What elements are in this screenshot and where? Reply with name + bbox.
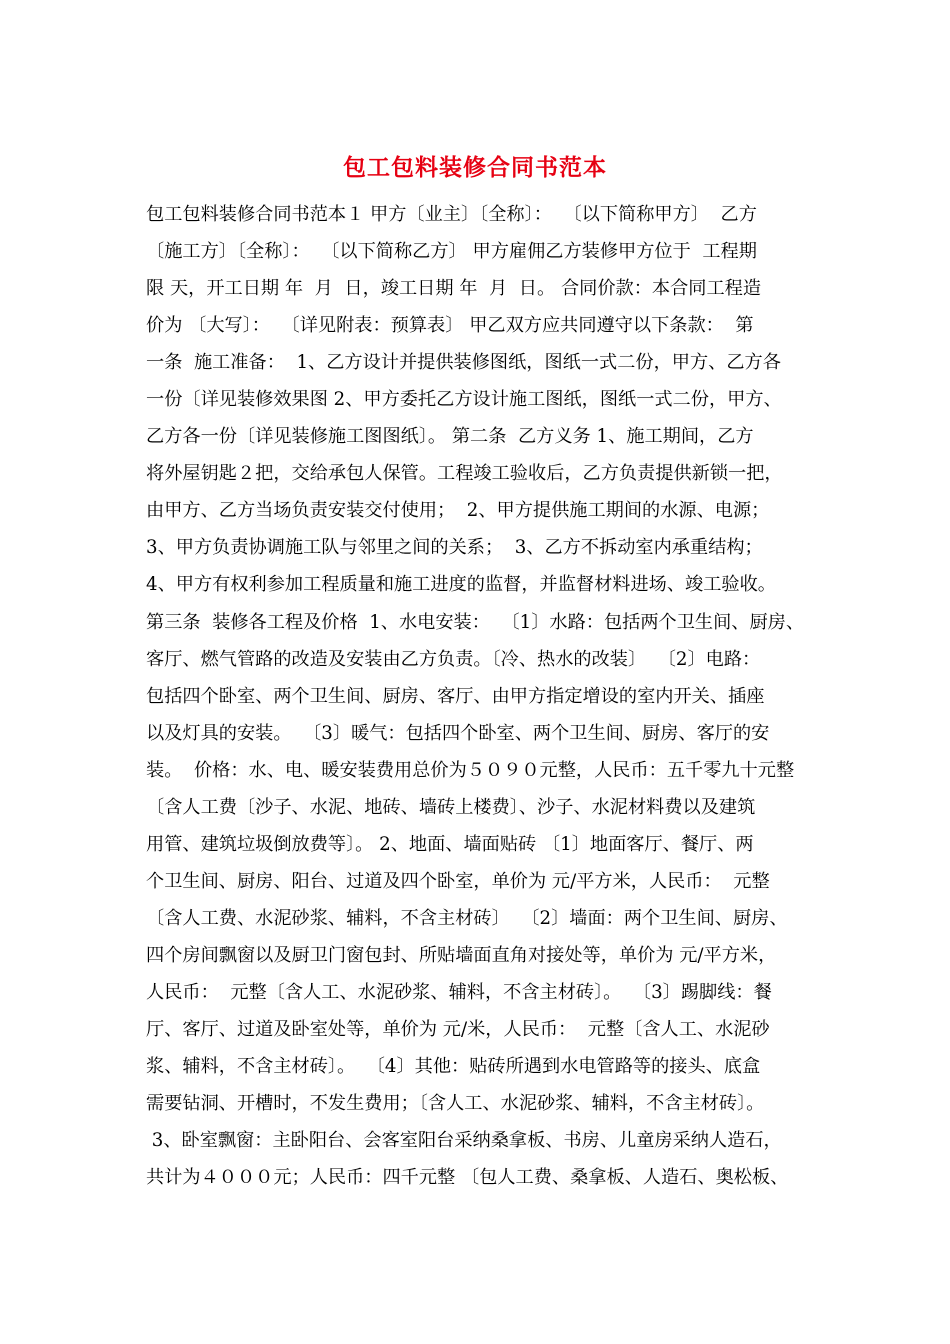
body-line: 用管、建筑垃圾倒放费等〕。 2、地面、墙面贴砖 〔1〕地面客厅、餐厅、两 (146, 833, 754, 855)
document-title: 包工包料装修合同书范本 (343, 154, 607, 181)
body-line: 人民币： 元整〔含人工、水泥砂浆、辅料，不含主材砖〕。 〔3〕踢脚线：餐 (146, 981, 772, 1003)
body-line: 将外屋钥匙２把，交给承包人保管。工程竣工验收后，乙方负责提供新锁一把， (146, 463, 783, 485)
body-line: 4、甲方有权利参加工程质量和施工进度的监督，并监督材料进场、竣工验收。 (146, 574, 776, 596)
body-line: 客厅、燃气管路的改造及安装由乙方负责。〔冷、热水的改装〕 〔2〕电路： (146, 648, 761, 670)
body-line: 个卫生间、厨房、阳台、过道及四个卧室，单价为 元/平方米，人民币： 元整 (146, 870, 770, 892)
body-line: 〔含人工费、水泥砂浆、辅料，不含主材砖〕 〔2〕墙面：两个卫生间、厨房、 (146, 907, 788, 929)
body-line: 共计为４０００元；人民币：四千元整 〔包人工费、桑拿板、人造石、奥松板、 (146, 1167, 789, 1189)
body-line: 四个房间飘窗以及厨卫门窗包封、所贴墙面直角对接处等，单价为 元/平方米， (146, 944, 777, 966)
body-line: 装。 价格：水、电、暖安装费用总价为５０９０元整，人民币：五千零九十元整 (146, 759, 795, 781)
body-line: 〔含人工费〔沙子、水泥、地砖、墙砖上楼费〕、沙子、水泥材料费以及建筑 (146, 796, 756, 818)
body-line: 一条 施工准备： 1、乙方设计并提供装修图纸，图纸一式二份，甲方、乙方各 (146, 352, 781, 374)
body-line: 需要钻洞、开槽时，不发生费用；〔含人工、水泥砂浆、辅料，不含主材砖〕。 (146, 1093, 765, 1115)
body-line: 一份〔详见装修效果图 2、甲方委托乙方设计施工图纸，图纸一式二份，甲方、 (146, 389, 782, 411)
body-line: 浆、辅料，不含主材砖〕。 〔4〕其他：贴砖所遇到水电管路等的接头、底盒 (146, 1056, 761, 1078)
body-line: 乙方各一份〔详见装修施工图图纸〕。 第二条 乙方义务 1、施工期间，乙方 (146, 426, 754, 448)
body-line: 包括四个卧室、两个卫生间、厨房、客厅、由甲方指定增设的室内开关、插座 (146, 685, 765, 707)
body-line: 3、卧室飘窗：主卧阳台、会客室阳台采纳桑拿板、书房、儿童房采纳人造石， (146, 1130, 782, 1152)
body-line: 〔施工方〕〔全称〕： 〔以下简称乙方〕 甲方雇佣乙方装修甲方位于 工程期 (146, 241, 757, 263)
body-line: 第三条 装修各工程及价格 1、水电安装： 〔1〕水路：包括两个卫生间、厨房、 (146, 611, 805, 633)
body-line: 由甲方、乙方当场负责安装交付使用； 2、甲方提供施工期间的水源、电源； (146, 500, 770, 522)
body-line: 以及灯具的安装。 〔3〕暖气：包括四个卧室、两个卫生间、厨房、客厅的安 (146, 722, 770, 744)
body-line: 3、甲方负责协调施工队与邻里之间的关系； 3、乙方不拆动室内承重结构； (146, 537, 763, 559)
body-line: 厅、客厅、过道及卧室处等，单价为 元/米，人民币： 元整〔含人工、水泥砂 (146, 1019, 770, 1041)
body-line: 价为 〔大写〕： 〔详见附表：预算表〕 甲乙双方应共同遵守以下条款： 第 (146, 315, 754, 337)
body-line: 包工包料装修合同书范本１ 甲方〔业主〕〔全称〕： 〔以下简称甲方〕 乙方 (146, 204, 757, 225)
body-line: 限 天，开工日期 年 月 日，竣工日期 年 月 日。 合同价款：本合同工程造 (146, 278, 762, 300)
document-body (146, 196, 826, 1196)
